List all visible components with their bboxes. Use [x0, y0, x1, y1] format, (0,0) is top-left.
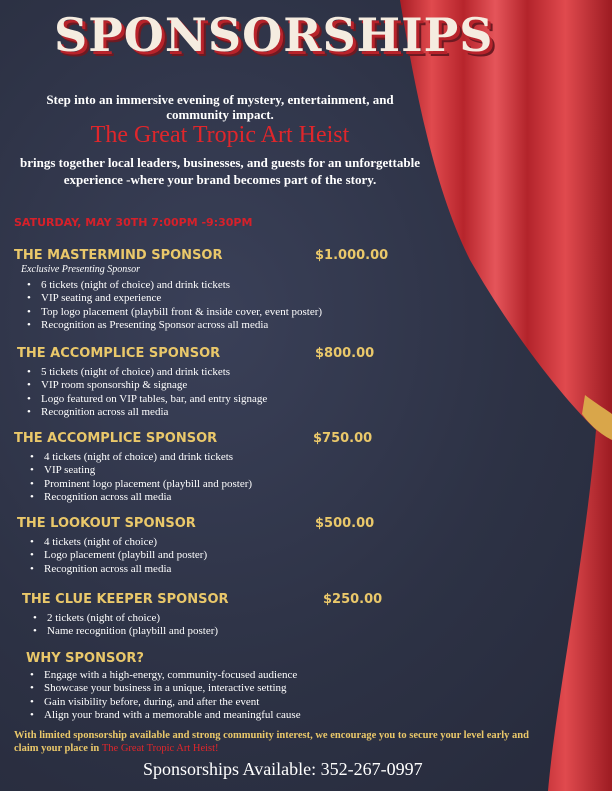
- event-date: SATURDAY, MAY 30TH 7:00PM -9:30PM: [14, 216, 253, 229]
- benefit-item: • 4 tickets (night of choice) and drink tickets: [30, 451, 252, 464]
- why-item: • Engage with a high-energy, community-focused audience: [30, 669, 301, 682]
- tier-name: THE ACCOMPLICE SPONSOR: [17, 346, 221, 361]
- curtain-drape: [400, 0, 612, 791]
- tier-name: THE ACCOMPLICE SPONSOR: [14, 431, 218, 446]
- benefit-item: • 5 tickets (night of choice) and drink tickets: [27, 366, 267, 379]
- benefit-item: • Prominent logo placement (playbill and poster): [30, 478, 252, 491]
- tier-benefits-list: [27, 366, 267, 419]
- benefit-item: • Recognition across all media: [30, 563, 207, 576]
- benefit-item: • Recognition as Presenting Sponsor across all media: [27, 319, 322, 332]
- closing-statement: [14, 729, 554, 755]
- tier-price: $250.00: [323, 592, 383, 607]
- intro-text-continued: brings together local leaders, businesses, and guests for an unforgettable experience -where your brand becomes part of the story.: [20, 155, 420, 187]
- tier-name: THE LOOKOUT SPONSOR: [17, 516, 196, 531]
- why-sponsor-list: [30, 669, 301, 722]
- benefit-item: • Recognition across all media: [27, 406, 267, 419]
- benefit-item: • 6 tickets (night of choice) and drink tickets: [27, 279, 322, 292]
- closing-event-name: The Great Tropic Art Heist!: [101, 743, 219, 754]
- benefit-item: • VIP seating: [30, 464, 252, 477]
- benefit-item: • Name recognition (playbill and poster): [33, 625, 218, 638]
- benefit-item: • Logo placement (playbill and poster): [30, 549, 207, 562]
- why-item: • Showcase your business in a unique, interactive setting: [30, 682, 301, 695]
- tier-name: THE MASTERMIND SPONSOR: [14, 248, 223, 263]
- tier-subtitle: Exclusive Presenting Sponsor: [21, 264, 141, 275]
- tier-name: THE CLUE KEEPER SPONSOR: [22, 592, 229, 607]
- tier-price: $750.00: [313, 431, 373, 446]
- tier-benefits-list: [27, 279, 322, 332]
- closing-text: With limited sponsorship available and strong community interest, we encourage you to secure your level early and claim your place in: [14, 730, 529, 754]
- tier-benefits-list: [30, 451, 252, 504]
- event-name-heading: The Great Tropic Art Heist: [90, 122, 350, 148]
- why-item: • Gain visibility before, during, and after the event: [30, 696, 301, 709]
- intro-text: Step into an immersive evening of mystery, entertainment, and community impact.: [46, 92, 394, 122]
- why-sponsor-heading: WHY SPONSOR?: [26, 651, 144, 666]
- benefit-item: • VIP seating and experience: [27, 292, 322, 305]
- benefit-item: • Logo featured on VIP tables, bar, and entry signage: [27, 393, 267, 406]
- benefit-item: • VIP room sponsorship & signage: [27, 379, 267, 392]
- tier-price: $800.00: [315, 346, 375, 361]
- tier-price: $1.000.00: [315, 248, 389, 263]
- page-title: SPONSORSHIPS: [54, 8, 494, 62]
- benefit-item: • Top logo placement (playbill front & inside cover, event poster): [27, 306, 322, 319]
- tier-benefits-list: [33, 612, 218, 639]
- tier-benefits-list: [30, 536, 207, 576]
- tier-price: $500.00: [315, 516, 375, 531]
- benefit-item: • Recognition across all media: [30, 491, 252, 504]
- why-item: • Align your brand with a memorable and meaningful cause: [30, 709, 301, 722]
- benefit-item: • 2 tickets (night of choice): [33, 612, 218, 625]
- contact-line: Sponsorships Available: 352-267-0997: [143, 759, 423, 779]
- benefit-item: • 4 tickets (night of choice): [30, 536, 207, 549]
